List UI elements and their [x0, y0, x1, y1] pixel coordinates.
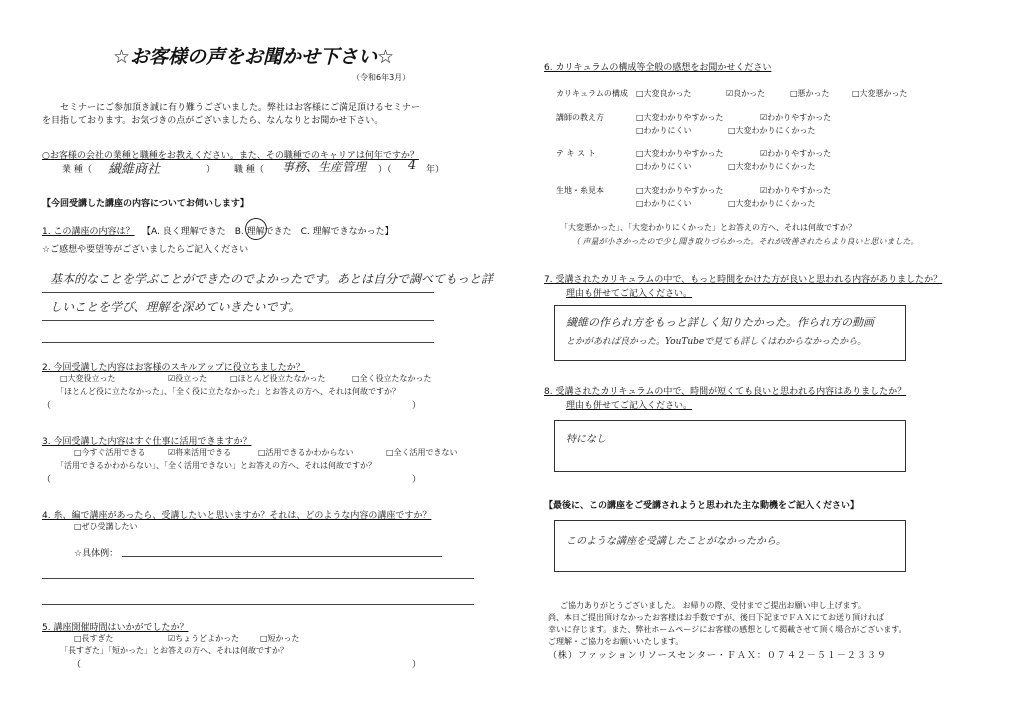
intro-text-1: セミナーにご参加頂き誠に有り難うございました。弊社はお客様にご満足頂けるセミナー	[60, 103, 421, 113]
q1-request: ☆ご感想や要望等がございましたらご記入ください	[42, 245, 249, 255]
q2-option-2[interactable]: ☑役立った	[168, 374, 208, 383]
footer-line-2: 尚、本日ご提出頂けなかったお客様はお手数ですが、後日下記までＦＡＸにてお送り頂ければ	[548, 613, 884, 622]
survey-date: （令和6年3月）	[352, 73, 411, 82]
q5-option-3[interactable]: □短かった	[260, 634, 300, 643]
motive-answer: このような講座を受講したことがなかったから。	[566, 536, 786, 547]
q6-row1-opt-d[interactable]: □大変悪かった	[852, 89, 908, 98]
q6-label: 6. カリキュラムの構成等全般の感想をお聞かせください	[544, 63, 772, 73]
q6-row1-opt-b[interactable]: ☑良かった	[726, 89, 766, 98]
answer-line	[42, 578, 474, 579]
q6-row1-opt-a[interactable]: □大変良かった	[636, 89, 692, 98]
q6-row4-opt-d[interactable]: □大変わかりにくかった	[728, 199, 816, 208]
q6-row3-opt-d[interactable]: □大変わかりにくかった	[728, 162, 816, 171]
q3-option-1[interactable]: □今すぐ活用できる	[74, 448, 146, 457]
answer-line	[42, 604, 474, 605]
q6-row-label: テ キ ス ト	[556, 149, 596, 158]
content-heading: 【今回受講した講座の内容についてお伺いします】	[42, 199, 249, 209]
q6-row4-opt-b[interactable]: ☑わかりやすかった	[760, 186, 832, 195]
q2-label: 2. 今回受講した内容はお客様のスキルアップに役立ちましたか？	[42, 363, 305, 373]
q1-answer-1[interactable]: 基本的なことを学ぶことができたのでよかったです。あとは自分で調べてもっと詳	[50, 272, 494, 286]
answer-line	[42, 292, 434, 293]
career-heading: ○お客様の会社の業種と職種をお教えください。また、その職種でのキャリアは何年ですか？	[42, 151, 419, 161]
company-fax: （株）ファッションリソースセンター・ＦＡＸ：０７４２－５１－２３３９	[548, 651, 887, 661]
q3-option-4[interactable]: □全く活用できない	[386, 448, 458, 457]
q7-answer-1: 繊維の作られ方をもっと詳しく知りたかった。作られ方の動画	[566, 316, 874, 329]
q6-row2-opt-d[interactable]: □大変わかりにくかった	[728, 126, 816, 135]
q1-options: 【A. 良く理解できた B. 理解できた C. 理解できなかった】	[142, 227, 394, 237]
q6-row3-opt-c[interactable]: □わかりにくい	[636, 162, 692, 171]
q1-selected-circle	[245, 218, 267, 240]
q8-answer: 特になし	[566, 434, 606, 445]
q3-reason: 「活用できるかわからない」、「全く活用できない」とお答えの方へ、それは何故ですか？	[56, 461, 376, 470]
footer-line-3: 幸いに存じます。また、弊社ホームページにお客様の感想として掲載させて頂く場合がございます。	[548, 625, 907, 634]
q6-row-label: カリキュラムの構成	[556, 89, 628, 98]
job-label: 職 種（	[234, 165, 264, 175]
q2-reason: 「ほとんど役に立たなかった」、「全く役に立たなかった」とお答えの方へ、それは何故ですか？	[56, 387, 400, 396]
q6-row2-opt-a[interactable]: □大変わかりやすかった	[636, 113, 724, 122]
q3-option-2[interactable]: ☑将来活用できる	[168, 448, 232, 457]
q6-row2-opt-c[interactable]: □わかりにくい	[636, 126, 692, 135]
q6-row4-opt-c[interactable]: □わかりにくい	[636, 199, 692, 208]
q6-row2-opt-b[interactable]: ☑わかりやすかった	[760, 113, 832, 122]
q2-option-4[interactable]: □全く役立たなかった	[352, 374, 432, 383]
q6-row4-opt-a[interactable]: □大変わかりやすかった	[636, 186, 724, 195]
q5-paren-open: （	[72, 660, 82, 670]
q7-label: 7. 受講されたカリキュラムの中で、もっと時間をかけた方が良いと思われる内容がありましたか？	[544, 275, 943, 285]
q3-option-3[interactable]: □活用できるかわからない	[258, 448, 354, 457]
q6-row3-opt-b[interactable]: ☑わかりやすかった	[760, 149, 832, 158]
years-value[interactable]: 4	[408, 158, 417, 173]
q8-sub: 理由も併せてご記入ください。	[566, 401, 693, 411]
q5-option-2[interactable]: ☑ちょうどよかった	[168, 634, 240, 643]
footer-line-1: ご協力ありがとうございました。 お帰りの際、受付までご提出お願い申し上げます。	[560, 601, 866, 610]
answer-line	[42, 342, 434, 343]
q3-label: 3. 今回受講した内容はすぐ仕事に活用できますか？	[42, 437, 252, 447]
q6-row-label: 講師の教え方	[556, 113, 604, 122]
industry-value[interactable]: 繊維商社	[108, 162, 161, 177]
page-title: ☆お客様の声をお聞かせ下さい☆	[113, 46, 395, 68]
q2-option-3[interactable]: □ほとんど役立たなかった	[230, 374, 326, 383]
q1-answer-2[interactable]: しいことを学び、理解を深めていきたいです。	[50, 300, 301, 314]
q3-paren-open: （	[42, 475, 52, 485]
q2-paren-open: （	[42, 401, 52, 411]
q6-answer[interactable]: （ 声量が小さかったので少し聞き取りづらかった。それが改善されたらより良いと思いました。	[572, 237, 919, 246]
q1-label: 1. この講座の内容は？	[42, 227, 135, 237]
industry-close: ）	[206, 165, 216, 175]
answer-line	[42, 320, 434, 321]
q5-reason: 「長すぎた」「短かった」とお答えの方へ、それは何故ですか？	[60, 646, 288, 655]
years-label: 年）	[426, 165, 445, 175]
motive-label: 【最後に、この講座をご受講されようと思われた主な動機をご記入ください】	[544, 501, 860, 511]
q2-option-1[interactable]: □大変役立った	[60, 374, 116, 383]
q5-label: 5. 講座開催時間はいかがでしたか？	[42, 623, 189, 633]
q6-row-label: 生地・糸見本	[556, 186, 604, 195]
industry-label: 業 種（	[62, 165, 92, 175]
footer-line-4: ご理解・ご協力をお願いいたします。	[548, 637, 684, 646]
q4-example-label: ☆具体例：	[74, 549, 119, 559]
job-value[interactable]: 事務、生産管理	[282, 160, 367, 174]
q5-paren-close: ）	[412, 660, 422, 670]
q6-row1-opt-c[interactable]: □悪かった	[790, 89, 830, 98]
q6-reason: 「大変悪かった」、「大変わかりにくかった」とお答えの方へ、それは何故ですか？	[560, 223, 856, 232]
q7-sub: 理由も併せてご記入ください。	[566, 289, 693, 299]
q7-answer-2: とかがあれば良かった。YouTubeで見ても詳しくはわからなかったから。	[566, 337, 867, 347]
job-close: ）（	[378, 165, 392, 175]
q2-paren-close: ）	[412, 401, 422, 411]
q5-option-1[interactable]: □長すぎた	[74, 634, 114, 643]
q6-row3-opt-a[interactable]: □大変わかりやすかった	[636, 149, 724, 158]
q4-option-1[interactable]: □ぜひ受講したい	[74, 522, 138, 531]
q8-answer-box[interactable]	[554, 420, 906, 472]
q3-paren-close: ）	[412, 475, 422, 485]
q4-label: 4. 糸、編で講座があったら、受講したいと思いますか？それは、どのような内容の講座ですか？	[42, 511, 432, 521]
q8-label: 8. 受講されたカリキュラムの中で、時間が短くても良いと思われる内容はありましたか？	[544, 387, 907, 397]
example-line	[122, 556, 442, 557]
intro-text-2: を目指しております。お気づきの点がございましたら、なんなりとお聞かせ下さい。	[42, 116, 384, 126]
